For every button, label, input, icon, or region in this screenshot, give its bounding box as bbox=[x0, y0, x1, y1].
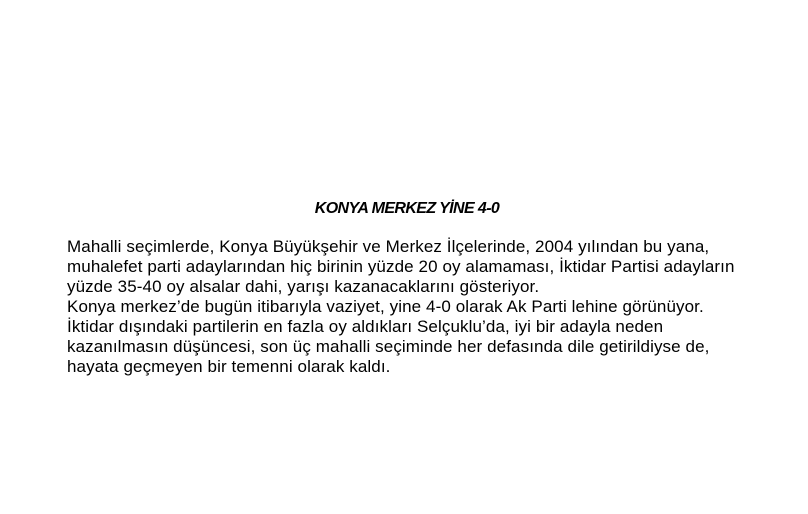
article-paragraph-2: Konya merkez’de bugün itibarıyla vaziyet, yine 4-0 olarak Ak Parti lehine görünüyor. İktidar dışındaki partilerin en fazla oy aldıkları Selçuklu’da, iyi bir adayla neden kazanılmasın düşüncesi, son üç mahalli seçiminde her defasında dile getirildiyse de, hayata geçmeyen bir temenni olarak kaldı. bbox=[67, 297, 710, 376]
article bbox=[67, 198, 747, 377]
article-headline: KONYA MERKEZ YİNE 4-0 bbox=[314, 200, 500, 217]
article-paragraph-1: Mahalli seçimlerde, Konya Büyükşehir ve Merkez İlçelerinde, 2004 yılından bu yana, muhalefet parti adaylarından hiç birinin yüzde 20 oy alamaması, İktidar Partisi adayların yüzde 35-40 oy alsalar dahi, yarışı kazanacaklarını gösteriyor. bbox=[67, 237, 735, 296]
